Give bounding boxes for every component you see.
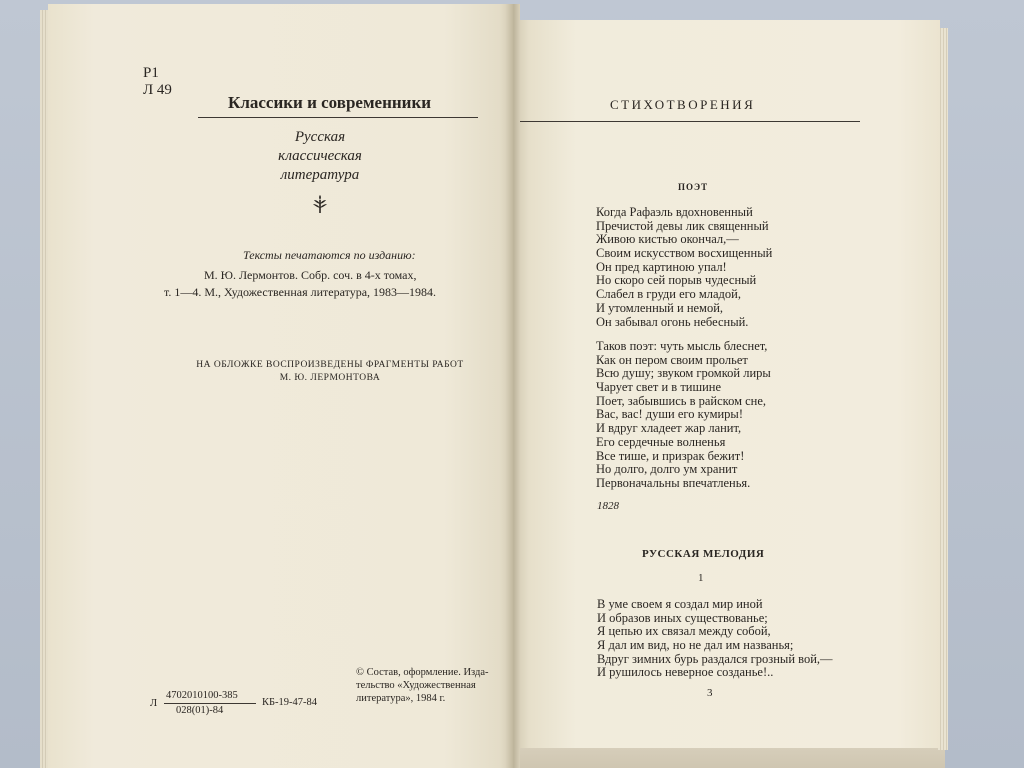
poem-title: ПОЭТ — [678, 182, 709, 192]
left-page — [48, 4, 514, 768]
imprint-denominator: 028(01)-84 — [176, 705, 224, 716]
poem-stanza-1: Когда Рафаэль вдохновенный Пречистой девы лик священный Живою кистью окончал,— Своим искусством восхищенный Он пред картиною упал! Но скоро сей порыв чудесный Слабел в груди его младой, И утомленный и немой, Он забывал огонь небесный. — [596, 205, 773, 329]
poem-date: 1828 — [597, 500, 619, 512]
edition-line-2: т. 1—4. М., Художественная литература, 1983—1984. — [164, 285, 437, 299]
imprint-letter: Л — [150, 698, 158, 709]
edition-line-1: М. Ю. Лермонтов. Собр. соч. в 4-х томах, — [204, 268, 417, 282]
running-head: СТИХОТВОРЕНИЯ — [610, 97, 756, 112]
imprint-code: КБ-19-47-84 — [262, 697, 318, 708]
book-gutter — [506, 4, 520, 768]
edition-note: Тексты печатаются по изданию: — [243, 248, 416, 262]
copyright-notice: © Состав, оформление. Изда- тельство «Художественная литература», 1984 г. — [356, 667, 489, 704]
poem-part-number: 1 — [698, 572, 704, 584]
subseries-title: Русская классическая литература — [278, 129, 362, 183]
cover-note: НА ОБЛОЖКЕ ВОСПРОИЗВЕДЕНЫ ФРАГМЕНТЫ РАБОТ М. Ю. ЛЕРМОНТОВА — [196, 360, 464, 383]
poem-stanza-2: Таков поэт: чуть мысль блеснет, Как он пером своим прольет Всю душу; звуком громкой лиры Чарует свет и в тишине Поет, забывшись в райском сне, Вас, вас! души его кумиры! И вдруг хладеет жар ланит, Его сердечные волненья Все тише, и призрак бежит! Но долго, долго ум хранит Первоначальны впечатленья. — [596, 339, 771, 490]
poem-title-2: РУССКАЯ МЕЛОДИЯ — [642, 548, 765, 560]
series-rule — [198, 117, 478, 118]
classification-code: Р1 — [143, 65, 159, 81]
page-number: 3 — [707, 687, 713, 699]
imprint-numerator: 4702010100-385 — [166, 690, 238, 701]
imprint-fraction-bar — [164, 703, 256, 704]
poem-2-stanza-1: В уме своем я создал мир иной И образов иных существованье; Я цепью их связал между собой, Я дал им вид, но не дал им названья; Вдруг зимних бурь раздался грозный вой,— И рушилось неверное созданье!.. — [597, 597, 833, 680]
author-mark: Л 49 — [143, 82, 172, 98]
leaf-ornament-icon — [300, 194, 340, 218]
series-title: Классики и современники — [228, 93, 432, 112]
running-head-rule — [520, 121, 860, 122]
